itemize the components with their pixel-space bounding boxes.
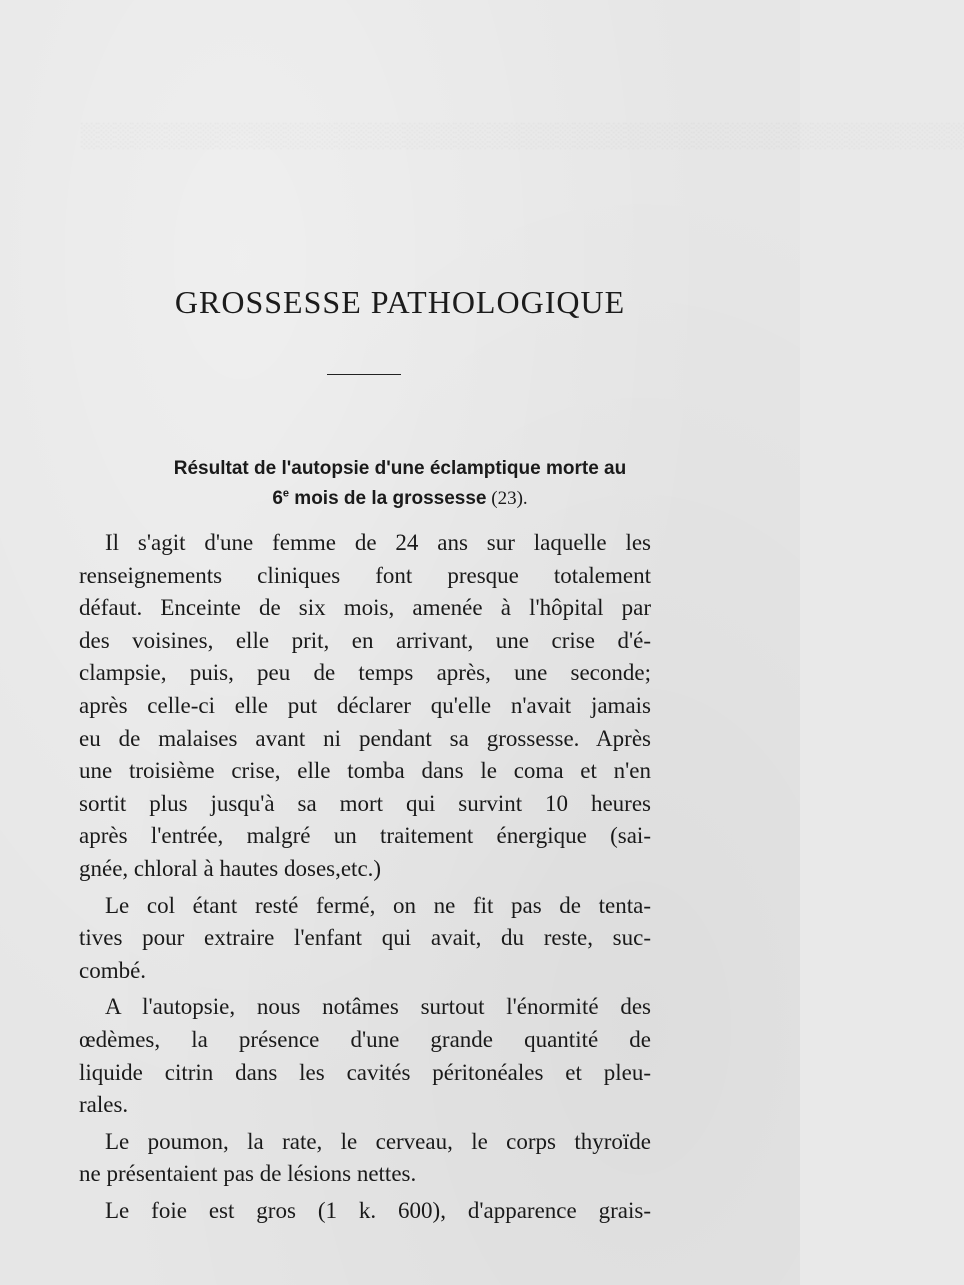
text-line: A l'autopsie, nous notâmes surtout l'énormité des (105, 994, 651, 1020)
section-heading-line-1: Résultat de l'autopsie d'une éclamptique morte au (173, 458, 627, 479)
text-line: Il s'agit d'une femme de 24 ans sur laquelle les (105, 530, 651, 555)
text-line: défaut. Enceinte de six mois, amenée à l'hôpital par (79, 595, 651, 621)
text-line: après celle-ci elle put déclarer qu'elle n'avait jamais (79, 692, 651, 718)
text-line: gnée, chloral à hautes doses,etc.) (79, 855, 382, 881)
text-line: rales. (79, 1092, 129, 1118)
section-heading (80, 454, 720, 514)
text-line: ne présentaient pas de lésions nettes. (79, 1161, 417, 1187)
paragraph (79, 991, 651, 1121)
title-divider (327, 374, 401, 375)
text-line: œdèmes, la présence d'une grande quantité de (79, 1026, 651, 1052)
section-heading-reference: (23). (486, 488, 528, 509)
text-line: Le foie est gros (1 k. 600), d'apparence grais- (105, 1197, 651, 1223)
page-title: GROSSESSE PATHOLOGIQUE (174, 284, 626, 320)
section-heading-ordinal: 6 (272, 488, 283, 509)
text-line: renseignements cliniques font presque totalement (79, 562, 651, 588)
text-line: une troisième crise, elle tomba dans le coma et n'en (79, 758, 651, 784)
text-line: eu de malaises avant ni pendant sa grossesse. Après (79, 725, 651, 751)
section-heading-text: mois de la grossesse (289, 488, 487, 509)
text-line: tives pour extraire l'enfant qui avait, du reste, suc- (79, 925, 651, 951)
text-line: combé. (79, 957, 147, 983)
text-line: après l'entrée, malgré un traitement énergique (sai- (79, 823, 651, 849)
text-line: Le poumon, la rate, le cerveau, le corps thyroïde (105, 1128, 651, 1154)
text-line: des voisines, elle prit, en arrivant, une crise d'é- (79, 627, 651, 653)
paragraph (79, 527, 651, 886)
paragraph (79, 1126, 651, 1191)
text-line: Le col étant resté fermé, on ne fit pas de tenta- (105, 892, 651, 918)
section-heading-line-2 (80, 484, 720, 514)
bleed-through-texture: ░░░░░░░░░░░░░░░░░░░░░░░░░░░░░░░░░░░░░░░░░░░░░░░░░░░░ (80, 123, 964, 149)
paragraph (79, 1195, 651, 1228)
text-line: sortit plus jusqu'à sa mort qui survint 10 heures (79, 790, 651, 816)
text-line: liquide citrin dans les cavités péritonéales et pleu- (79, 1059, 651, 1085)
text-line: clampsie, puis, peu de temps après, une seconde; (79, 660, 651, 686)
body-text (79, 527, 651, 1227)
section-heading-ordinal-suffix: e (282, 487, 290, 500)
paragraph (79, 890, 651, 988)
